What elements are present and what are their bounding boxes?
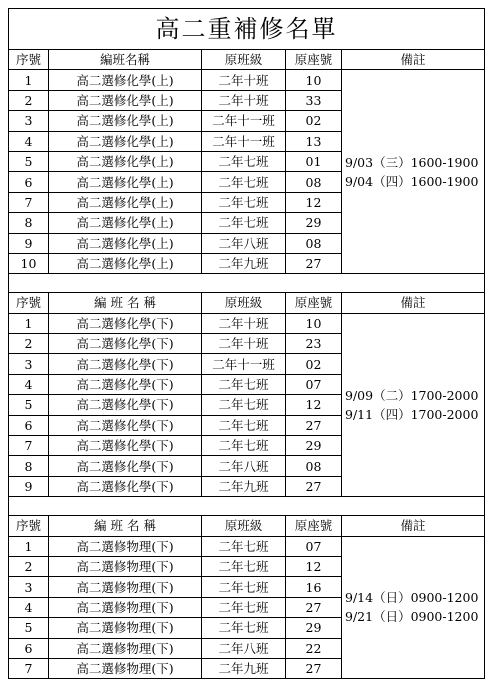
cell-course: 高二選修化學(上): [49, 253, 202, 273]
cell-orig-seat: 10: [286, 313, 342, 333]
section-gap-cell: [9, 497, 485, 516]
cell-orig-class: 二年十班: [202, 313, 286, 333]
cell-seq: 2: [9, 334, 49, 354]
cell-course: 高二選修物理(下): [49, 597, 202, 617]
cell-orig-class: 二年十班: [202, 334, 286, 354]
cell-course: 高二選修化學(上): [49, 172, 202, 192]
cell-orig-seat: 27: [286, 253, 342, 273]
cell-orig-class: 二年七班: [202, 213, 286, 233]
cell-orig-class: 二年八班: [202, 456, 286, 476]
cell-orig-class: 二年七班: [202, 415, 286, 435]
header-row: [9, 516, 485, 536]
header-seq: 序號: [9, 516, 49, 536]
cell-seq: 1: [9, 536, 49, 556]
cell-seq: 3: [9, 577, 49, 597]
cell-seq: 4: [9, 131, 49, 151]
schedule-text: 9/09（二）1700-2000: [345, 387, 479, 403]
cell-seq: 7: [9, 436, 49, 456]
header-class-name: 編 班 名 稱: [49, 293, 202, 313]
cell-orig-seat: 33: [286, 90, 342, 110]
header-orig-seat: 原座號: [286, 293, 342, 313]
cell-orig-seat: 07: [286, 374, 342, 394]
cell-seq: 6: [9, 172, 49, 192]
cell-course: 高二選修化學(上): [49, 70, 202, 90]
header-orig-seat: 原座號: [286, 50, 342, 70]
cell-orig-seat: 22: [286, 638, 342, 658]
cell-orig-seat: 08: [286, 456, 342, 476]
header-orig-class: 原班級: [202, 516, 286, 536]
header-seq: 序號: [9, 50, 49, 70]
cell-course: 高二選修化學(下): [49, 313, 202, 333]
cell-orig-class: 二年十班: [202, 90, 286, 110]
cell-course: 高二選修化學(下): [49, 415, 202, 435]
cell-orig-class: 二年七班: [202, 536, 286, 556]
cell-orig-seat: 29: [286, 213, 342, 233]
cell-course: 高二選修物理(下): [49, 536, 202, 556]
table-row: [9, 536, 485, 556]
header-row: [9, 50, 485, 70]
cell-orig-seat: 16: [286, 577, 342, 597]
cell-orig-class: 二年七班: [202, 395, 286, 415]
cell-orig-seat: 13: [286, 131, 342, 151]
cell-seq: 7: [9, 192, 49, 212]
cell-course: 高二選修化學(上): [49, 90, 202, 110]
schedule-text: 9/04（四）1600-1900: [345, 173, 479, 189]
schedule-text: 9/21（日）0900-1200: [345, 609, 479, 625]
cell-seq: 10: [9, 253, 49, 273]
cell-course: 高二選修物理(下): [49, 577, 202, 597]
header-note: 備註: [342, 516, 485, 536]
cell-seq: 2: [9, 556, 49, 576]
cell-orig-class: 二年七班: [202, 374, 286, 394]
page-title: 高二重補修名單: [9, 9, 485, 50]
cell-seq: 5: [9, 395, 49, 415]
cell-seq: 6: [9, 415, 49, 435]
cell-course: 高二選修化學(上): [49, 151, 202, 171]
cell-course: 高二選修化學(下): [49, 354, 202, 374]
note-cell: [342, 70, 485, 274]
cell-orig-seat: 01: [286, 151, 342, 171]
section-gap-cell: [9, 274, 485, 293]
table-row: [9, 313, 485, 333]
cell-orig-seat: 27: [286, 415, 342, 435]
header-note: 備註: [342, 50, 485, 70]
cell-course: 高二選修物理(下): [49, 638, 202, 658]
cell-course: 高二選修物理(下): [49, 618, 202, 638]
cell-course: 高二選修化學(上): [49, 213, 202, 233]
cell-course: 高二選修化學(上): [49, 233, 202, 253]
cell-seq: 5: [9, 151, 49, 171]
cell-orig-class: 二年七班: [202, 618, 286, 638]
cell-orig-seat: 27: [286, 658, 342, 678]
cell-course: 高二選修化學(下): [49, 476, 202, 496]
header-class-name: 編班名稱: [49, 50, 202, 70]
cell-seq: 9: [9, 233, 49, 253]
cell-orig-seat: 27: [286, 597, 342, 617]
cell-orig-seat: 02: [286, 111, 342, 131]
cell-seq: 7: [9, 658, 49, 678]
cell-orig-seat: 29: [286, 618, 342, 638]
cell-course: 高二選修化學(下): [49, 395, 202, 415]
section-gap: [9, 497, 485, 516]
table-row: [9, 70, 485, 90]
cell-seq: 4: [9, 374, 49, 394]
cell-course: 高二選修化學(下): [49, 456, 202, 476]
cell-orig-class: 二年十一班: [202, 354, 286, 374]
cell-orig-seat: 29: [286, 436, 342, 456]
cell-orig-class: 二年七班: [202, 192, 286, 212]
cell-orig-class: 二年十一班: [202, 111, 286, 131]
cell-seq: 8: [9, 213, 49, 233]
cell-orig-class: 二年十一班: [202, 131, 286, 151]
cell-course: 高二選修化學(上): [49, 111, 202, 131]
cell-orig-seat: 27: [286, 476, 342, 496]
cell-seq: 1: [9, 70, 49, 90]
schedule-text: 9/14（日）0900-1200: [345, 590, 479, 606]
cell-orig-seat: 08: [286, 233, 342, 253]
cell-orig-class: 二年八班: [202, 233, 286, 253]
header-row: [9, 293, 485, 313]
cell-orig-seat: 23: [286, 334, 342, 354]
cell-course: 高二選修化學(上): [49, 192, 202, 212]
cell-seq: 9: [9, 476, 49, 496]
header-orig-class: 原班級: [202, 50, 286, 70]
cell-orig-seat: 12: [286, 192, 342, 212]
header-note: 備註: [342, 293, 485, 313]
header-class-name: 編 班 名 稱: [49, 516, 202, 536]
cell-course: 高二選修化學(上): [49, 131, 202, 151]
cell-course: 高二選修物理(下): [49, 658, 202, 678]
cell-orig-seat: 07: [286, 536, 342, 556]
cell-orig-class: 二年七班: [202, 436, 286, 456]
header-orig-class: 原班級: [202, 293, 286, 313]
cell-course: 高二選修化學(下): [49, 334, 202, 354]
cell-seq: 4: [9, 597, 49, 617]
title-row: [9, 9, 485, 50]
cell-orig-class: 二年七班: [202, 597, 286, 617]
cell-orig-class: 二年七班: [202, 556, 286, 576]
cell-course: 高二選修化學(下): [49, 436, 202, 456]
cell-orig-class: 二年七班: [202, 577, 286, 597]
header-orig-seat: 原座號: [286, 516, 342, 536]
cell-orig-seat: 02: [286, 354, 342, 374]
cell-orig-class: 二年十班: [202, 70, 286, 90]
roster-sheet: [8, 8, 484, 692]
cell-orig-class: 二年九班: [202, 253, 286, 273]
section-gap: [9, 274, 485, 293]
schedule-text: 9/11（四）1700-2000: [345, 406, 479, 422]
cell-orig-class: 二年七班: [202, 172, 286, 192]
cell-orig-class: 二年七班: [202, 151, 286, 171]
note-cell: [342, 536, 485, 679]
cell-seq: 5: [9, 618, 49, 638]
cell-orig-seat: 12: [286, 395, 342, 415]
header-seq: 序號: [9, 293, 49, 313]
schedule-text: 9/03（三）1600-1900: [345, 154, 479, 170]
cell-seq: 2: [9, 90, 49, 110]
cell-orig-class: 二年九班: [202, 476, 286, 496]
cell-orig-class: 二年八班: [202, 638, 286, 658]
cell-seq: 8: [9, 456, 49, 476]
cell-seq: 3: [9, 354, 49, 374]
cell-course: 高二選修物理(下): [49, 556, 202, 576]
cell-orig-seat: 12: [286, 556, 342, 576]
cell-seq: 6: [9, 638, 49, 658]
cell-orig-seat: 08: [286, 172, 342, 192]
cell-seq: 3: [9, 111, 49, 131]
cell-orig-seat: 10: [286, 70, 342, 90]
cell-orig-class: 二年九班: [202, 658, 286, 678]
note-cell: [342, 313, 485, 497]
cell-seq: 1: [9, 313, 49, 333]
roster-table: [8, 8, 485, 679]
cell-course: 高二選修化學(下): [49, 374, 202, 394]
